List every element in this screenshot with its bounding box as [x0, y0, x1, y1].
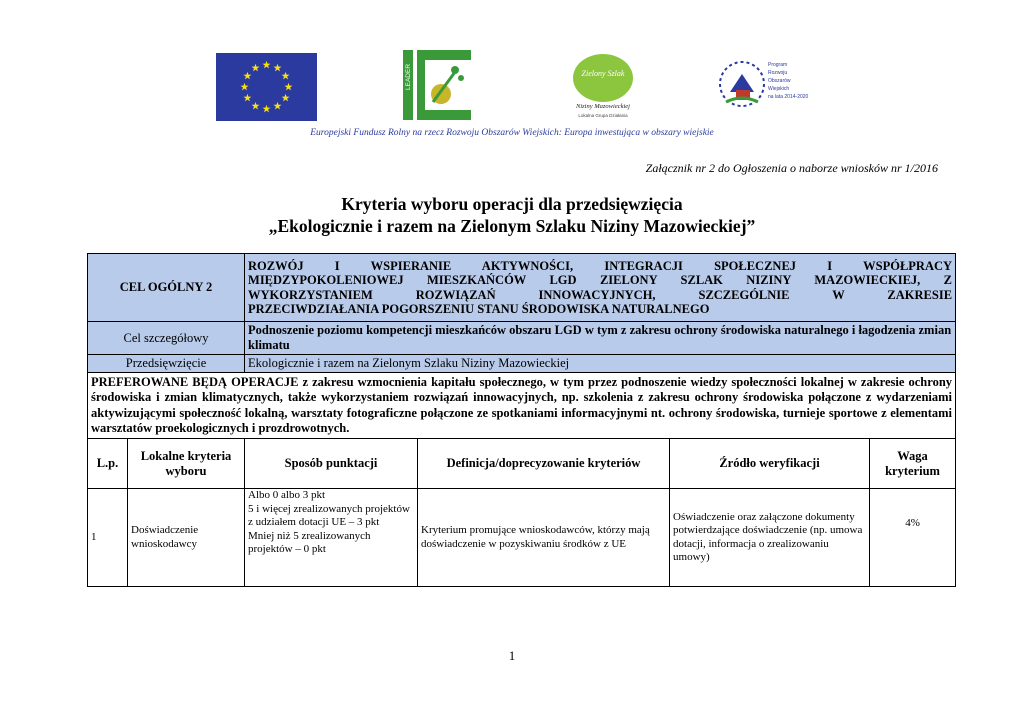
cel-szczegolowy-row	[88, 322, 956, 355]
header-punktacja: Sposób punktacji	[245, 439, 418, 489]
cel-ogolny-row	[88, 254, 956, 322]
header-waga: Waga kryterium	[870, 439, 956, 489]
niziny-text: Niziny Mazowieckiej	[576, 103, 630, 110]
logo-bar	[0, 50, 1024, 126]
preferowane-text: PREFEROWANE BĘDĄ OPERACJE z zakresu wzmocnienia kapitału społecznego, w tym przez podnoszenie wiedzy społeczności lokalnej w zakresie ochrony środowiska i zmian klimatycznych, także wykorzystaniem rozwiązań innowacyjnych, np. szkolenia z zakresu ochrony środowiska połączone z wydarzeniami aktywizującymi społeczność lokalną, warsztaty fotograficzne połączone ze spotkaniami informacyjnymi nt. ochrony środowiska, turnieje sportowe z elementami warsztatów proekologicznych i prozdrowotnych.	[88, 373, 956, 439]
cel-ogolny-text	[245, 254, 956, 322]
prow-line-5: na lata 2014-2020	[768, 94, 809, 100]
header-kryteria: Lokalne kryteria wyboru	[128, 439, 245, 489]
prow-logo	[718, 52, 818, 118]
zielony-szlak-logo	[563, 50, 643, 122]
leader-logo	[403, 50, 471, 120]
header-definicja: Definicja/doprecyzowanie kryteriów	[418, 439, 670, 489]
row-punktacja: Albo 0 albo 3 pkt 5 i więcej zrealizowanych projektów z udziałem dotacji UE – 3 pkt Mniej niż 5 zrealizowanych projektów – 0 pkt	[245, 489, 418, 587]
preferowane-row	[88, 373, 956, 439]
cel-szczegolowy-label: Cel szczegółowy	[88, 322, 245, 355]
row-lp: 1	[88, 489, 128, 587]
cel-ogolny-line-4: PRZECIWDZIAŁANIA POGORSZENIU STANU ŚRODOWISKA NATURALNEGO	[248, 302, 710, 316]
cel-szczegolowy-text: Podnoszenie poziomu kompetencji mieszkańców obszaru LGD w tym z zakresu ochrony środowiska naturalnego i łagodzenia zmian klimatu	[245, 322, 956, 355]
header-row	[88, 439, 956, 489]
cel-ogolny-line-2: MIĘDZYPOKOLENIOWEJ MIESZKAŃCÓW LGD ZIELONY SZLAK NIZINY MAZOWIECKIEJ, Z	[248, 273, 953, 287]
lgd-text: Lokalna Grupa Działania	[578, 113, 628, 118]
cel-ogolny-line-3: WYKORZYSTANIEM ROZWIĄZAŃ INNOWACYJNYCH, SZCZEGÓLNIE W ZAKRESIE	[248, 287, 953, 302]
prow-line-3: Obszarów	[768, 78, 791, 84]
eu-stars-icon	[216, 53, 317, 121]
document-title	[0, 193, 1024, 237]
cel-ogolny-label: CEL OGÓLNY 2	[88, 254, 245, 322]
criteria-table	[87, 253, 956, 587]
prow-line-2: Rozwoju	[768, 70, 788, 76]
przedsiewziecie-label: Przedsięwzięcie	[88, 355, 245, 373]
page-number: 1	[508, 648, 516, 663]
prow-line-4: Wiejskich	[768, 86, 790, 92]
przedsiewziecie-text: Ekologicznie i razem na Zielonym Szlaku Niziny Mazowieckiej	[245, 355, 956, 373]
row-zrodlo: Oświadczenie oraz załączone dokumenty potwierdzające doświadczenie (np. umowa dotacji, informacja o zrealizowaniu umowy)	[670, 489, 870, 587]
zielony-szlak-text: Zielony Szlak	[581, 69, 625, 78]
przedsiewziecie-row	[88, 355, 956, 373]
header-lp: L.p.	[88, 439, 128, 489]
title-line-2: „Ekologicznie i razem na Zielonym Szlaku Niziny Mazowieckiej”	[268, 216, 756, 236]
row-definicja: Kryterium promujące wnioskodawców, którzy mają doświadczenie w pozyskiwaniu środków z UE	[418, 489, 670, 587]
header-zrodlo: Źródło weryfikacji	[670, 439, 870, 489]
prow-line-1: Program	[768, 62, 788, 68]
title-line-1: Kryteria wyboru operacji dla przedsięwzięcia	[341, 194, 683, 214]
row-waga: 4%	[870, 489, 956, 587]
cel-ogolny-line-1: ROZWÓJ I WSPIERANIE AKTYWNOŚCI, INTEGRACJI SPOŁECZNEJ I WSPÓŁPRACY	[248, 258, 953, 273]
annex-reference: Załącznik nr 2 do Ogłoszenia o naborze wniosków nr 1/2016	[645, 161, 938, 175]
funding-caption: Europejski Fundusz Rolny na rzecz Rozwoju Obszarów Wiejskich: Europa inwestująca w obszary wiejskie	[310, 128, 714, 138]
leader-text: LEADER	[405, 63, 412, 90]
eu-flag-logo	[216, 53, 317, 121]
row-kryterium: Doświadczenie wnioskodawcy	[128, 489, 245, 587]
table-row	[88, 489, 956, 587]
